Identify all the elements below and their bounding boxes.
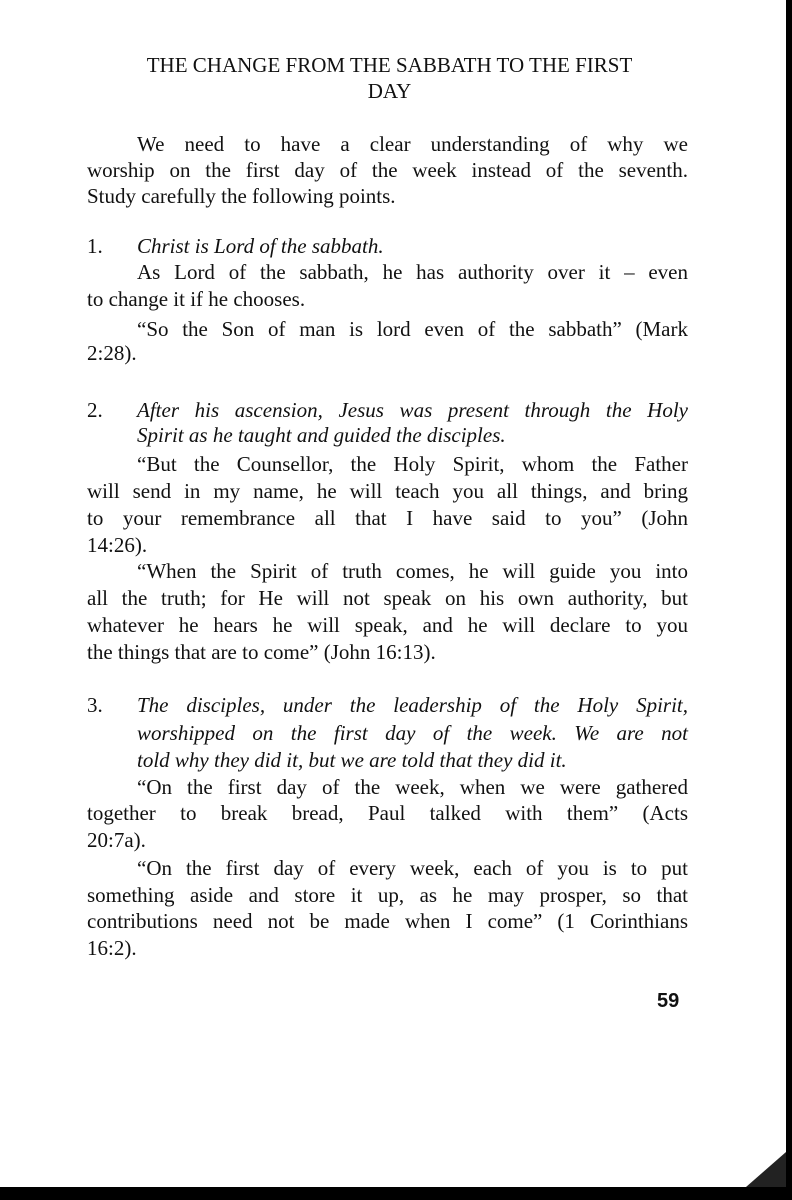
point-body-line: to change it if he chooses. <box>87 287 306 311</box>
page-number: 59 <box>657 990 680 1012</box>
point-body-line: will send in my name, he will teach you all things, and bring <box>87 479 688 503</box>
scan-border-right <box>786 0 792 1200</box>
point-body-line: contributions need not be made when I come” (1 Corinthians <box>87 909 688 933</box>
point-heading-line: told why they did it, but we are told that they did it. <box>137 748 567 772</box>
point-body-line: all the truth; for He will not speak on his own authority, but <box>87 586 688 610</box>
title-line: THE CHANGE FROM THE SABBATH TO THE FIRST <box>146 53 633 77</box>
scan-smudge <box>746 1152 786 1187</box>
point-body-line: “But the Counsellor, the Holy Spirit, whom the Father <box>137 452 688 476</box>
point-body-line: 20:7a). <box>87 828 146 852</box>
point-body-line: the things that are to come” (John 16:13). <box>87 640 436 664</box>
chapter-title <box>87 52 692 104</box>
point-body-line: 16:2). <box>87 936 137 960</box>
title-line: DAY <box>367 79 412 103</box>
point-heading-line: Spirit as he taught and guided the disciples. <box>137 423 506 447</box>
point-body-line: something aside and store it up, as he may prosper, so that <box>87 883 688 907</box>
point-body-line: “On the first day of every week, each of you is to put <box>137 856 688 880</box>
paragraph-line: worship on the first day of the week instead of the seventh. <box>87 158 688 182</box>
point-number: 3. <box>87 693 103 717</box>
point-body-line: “So the Son of man is lord even of the sabbath” (Mark <box>137 317 688 341</box>
scan-border-bottom <box>0 1187 792 1200</box>
point-body-line: to your remembrance all that I have said to you” (John <box>87 506 688 530</box>
point-body-line: whatever he hears he will speak, and he will declare to you <box>87 613 688 637</box>
point-number: 1. <box>87 234 103 258</box>
point-body-line: 14:26). <box>87 533 148 557</box>
point-heading-line: Christ is Lord of the sabbath. <box>137 234 384 258</box>
point-body-line: together to break bread, Paul talked with them” (Acts <box>87 801 688 825</box>
paragraph-line: We need to have a clear understanding of why we <box>137 132 688 156</box>
point-body-line: “When the Spirit of truth comes, he will guide you into <box>137 559 688 583</box>
point-heading-line: After his ascension, Jesus was present through the Holy <box>137 398 688 422</box>
point-body-line: “On the first day of the week, when we were gathered <box>137 775 688 799</box>
point-heading-line: worshipped on the first day of the week. We are not <box>137 721 688 745</box>
point-heading-line: The disciples, under the leadership of the Holy Spirit, <box>137 693 688 717</box>
point-body-line: 2:28). <box>87 341 137 365</box>
point-body-line: As Lord of the sabbath, he has authority over it – even <box>137 260 688 284</box>
point-number: 2. <box>87 398 103 422</box>
paragraph-line: Study carefully the following points. <box>87 184 396 208</box>
